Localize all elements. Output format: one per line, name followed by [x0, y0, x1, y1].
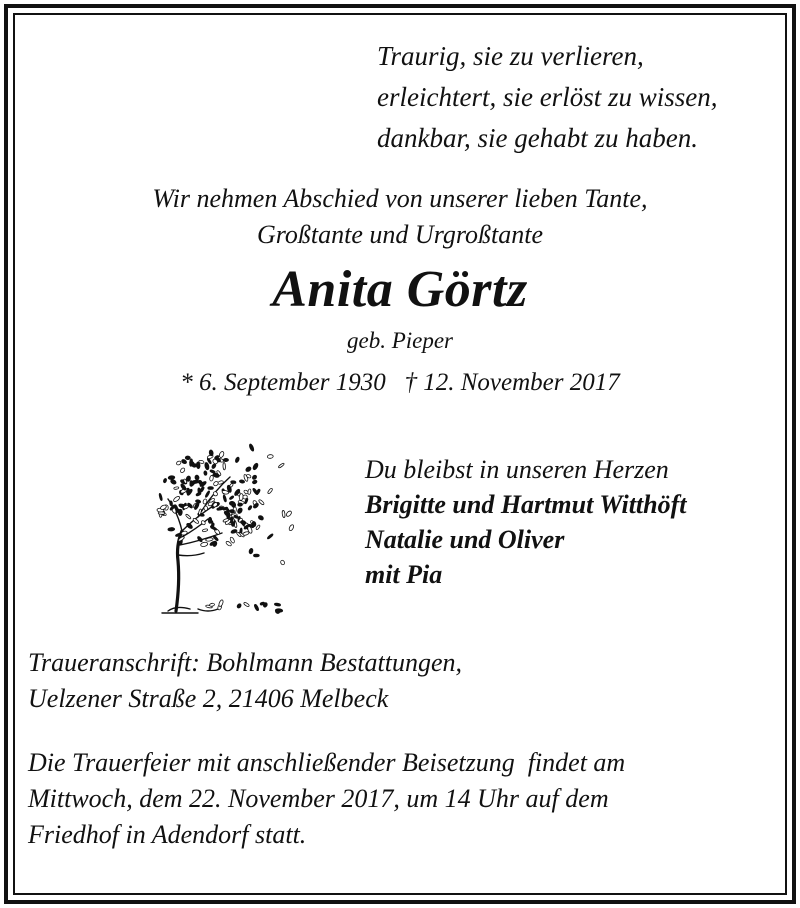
leaf-mark	[267, 454, 273, 458]
leaf-mark	[235, 457, 240, 463]
leaf-mark	[223, 495, 227, 502]
leaf-mark	[230, 510, 235, 513]
leaf-mark	[174, 487, 179, 490]
leaf-mark	[285, 510, 292, 517]
mourners-block	[365, 452, 686, 592]
leaf-mark	[202, 528, 208, 532]
leaf-mark	[180, 467, 186, 473]
leaf-mark	[204, 462, 209, 470]
mourners-heading: Du bleibst in unseren Herzen	[365, 455, 669, 484]
leaf-mark	[258, 499, 264, 505]
leaf-mark	[219, 451, 225, 458]
leaf-mark	[178, 509, 182, 516]
funeral-service-info	[28, 745, 625, 853]
motto-line: dankbar, sie gehabt zu haben.	[377, 123, 698, 153]
leaf-mark	[252, 463, 259, 471]
leaf-mark	[243, 602, 249, 608]
leaf-mark	[231, 480, 237, 483]
leaf-mark	[236, 603, 242, 609]
deceased-name: Anita Görtz	[272, 261, 528, 318]
life-dates: * 6. September 1930 † 12. November 2017	[180, 369, 620, 396]
leaf-mark	[278, 463, 285, 469]
service-line: Mittwoch, dem 22. November 2017, um 14 Uhr auf dem	[28, 784, 609, 813]
leaf-mark	[280, 560, 285, 566]
service-line: Die Trauerfeier mit anschließender Beisetzung findet am	[28, 748, 626, 777]
leaf-mark	[254, 604, 260, 611]
leaf-mark	[185, 456, 190, 460]
motto-verse	[377, 36, 717, 159]
service-line: Friedhof in Adendorf statt.	[28, 820, 307, 849]
leaf-mark	[194, 502, 200, 510]
leaf-mark	[223, 458, 228, 461]
leaf-mark	[227, 512, 230, 519]
leaf-mark	[239, 479, 245, 483]
leaf-mark	[200, 542, 208, 548]
leaf-mark	[288, 524, 294, 531]
mourner-name: Brigitte und Hartmut Witthöft	[365, 490, 687, 519]
leaf-mark	[258, 515, 265, 521]
intro-text	[0, 181, 800, 253]
birth-name: geb. Pieper	[346, 328, 453, 353]
leaf-mark	[209, 603, 214, 607]
leaf-mark	[189, 459, 192, 467]
leaf-mark	[237, 507, 243, 514]
leaf-mark	[212, 491, 218, 497]
leaf-mark	[252, 480, 257, 485]
leaf-mark	[204, 506, 208, 511]
leaf-mark	[195, 475, 200, 481]
leaf-mark	[186, 522, 194, 529]
leaf-mark	[229, 495, 234, 500]
leaf-mark	[192, 518, 199, 525]
motto-line: erleichtert, sie erlöst zu wissen,	[377, 82, 718, 112]
leaf-mark	[223, 462, 226, 470]
leaf-mark	[208, 517, 212, 523]
leaf-mark	[163, 478, 167, 483]
leaf-mark	[253, 554, 259, 557]
leaf-mark	[210, 469, 216, 473]
leaf-mark	[267, 488, 273, 494]
leaf-mark	[256, 489, 261, 495]
leaf-mark	[204, 471, 208, 476]
leaf-mark	[168, 527, 175, 531]
address-line: Traueranschrift: Bohlmann Bestattungen,	[28, 648, 463, 677]
leaf-mark	[282, 510, 286, 517]
leaf-mark	[205, 490, 211, 497]
mourner-name: mit Pia	[365, 560, 443, 589]
intro-line: Großtante und Urgroßtante	[257, 220, 543, 249]
leaf-mark	[159, 493, 163, 501]
leaf-mark	[231, 502, 236, 508]
leaf-mark	[176, 460, 182, 465]
leaf-mark	[218, 599, 224, 607]
leaf-mark	[245, 466, 252, 473]
leaf-mark	[256, 524, 261, 530]
intro-line: Wir nehmen Abschied von unserer lieben Tante,	[152, 184, 648, 213]
address-line: Uelzener Straße 2, 21406 Melbeck	[28, 684, 389, 713]
leaf-mark	[168, 475, 175, 479]
leaf-mark	[196, 492, 202, 497]
leaf-mark	[213, 535, 219, 541]
leaf-mark	[249, 443, 255, 451]
leaf-mark	[252, 474, 258, 480]
leaf-mark	[196, 462, 200, 469]
leaf-mark	[248, 548, 253, 554]
condolence-address	[28, 645, 462, 717]
leaf-mark	[213, 481, 219, 487]
leaf-mark	[185, 514, 191, 520]
mourner-name: Natalie und Oliver	[365, 525, 565, 554]
leaf-mark	[238, 503, 243, 507]
leaf-mark	[274, 603, 281, 607]
motto-line: Traurig, sie zu verlieren,	[377, 41, 644, 71]
leaf-mark	[248, 505, 253, 510]
leaf-mark	[158, 512, 165, 515]
leaf-mark	[208, 487, 214, 490]
leaf-mark	[169, 501, 172, 506]
leaf-mark	[267, 533, 274, 539]
leaf-mark	[173, 495, 181, 502]
leaf-mark	[248, 489, 252, 495]
windblown-tree-icon	[138, 433, 298, 619]
